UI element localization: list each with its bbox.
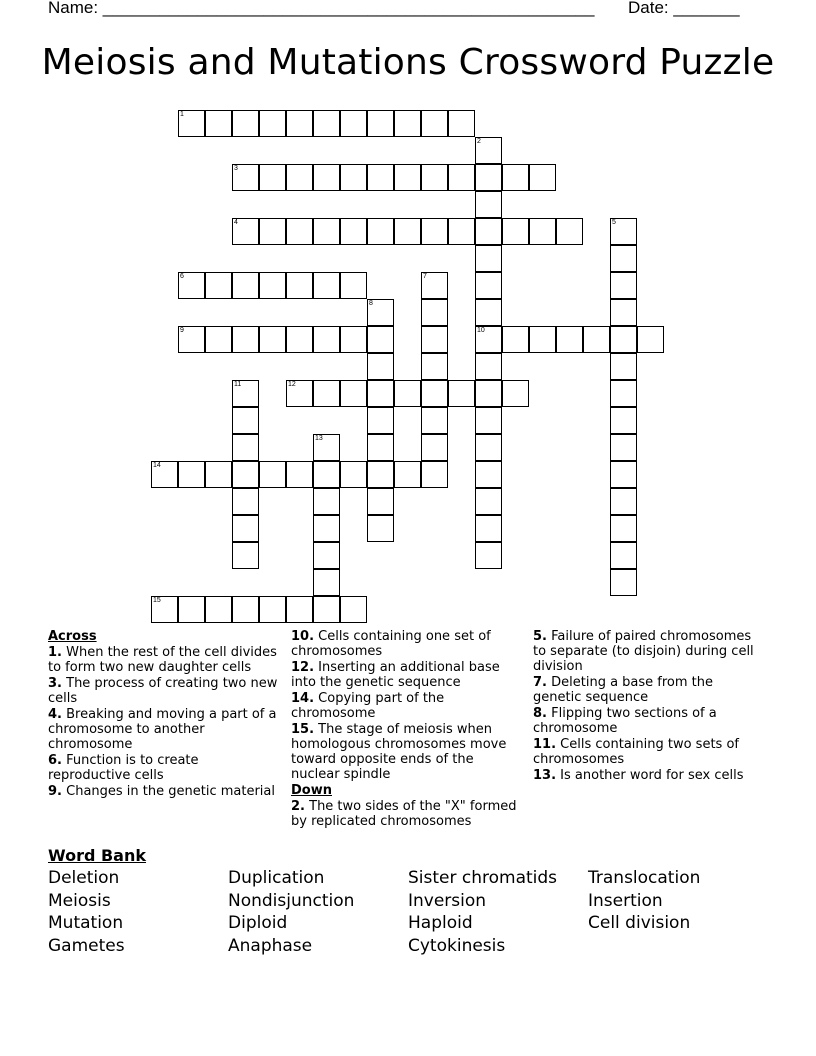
- crossword-cell[interactable]: [610, 569, 637, 596]
- crossword-cell[interactable]: [448, 380, 475, 407]
- crossword-cell[interactable]: [178, 326, 205, 353]
- clues-column-1: [48, 629, 278, 800]
- clue-number: 11: [234, 381, 242, 388]
- crossword-cell[interactable]: [421, 218, 448, 245]
- clue-3-across: 3. The process of creating two new cells: [48, 676, 278, 706]
- crossword-cell[interactable]: [421, 461, 448, 488]
- crossword-cell[interactable]: [232, 164, 259, 191]
- clue-15-across: 15. The stage of meiosis when homologous chromosomes move toward opposite ends of the nuclear spindle: [291, 722, 507, 782]
- clue-5-down: 5. Failure of paired chromosomes to separate (to disjoin) during cell division: [533, 629, 754, 674]
- crossword-cell[interactable]: [421, 407, 448, 434]
- crossword-cell[interactable]: [421, 434, 448, 461]
- crossword-cell[interactable]: [313, 380, 340, 407]
- crossword-cell[interactable]: [340, 110, 367, 137]
- crossword-cell[interactable]: [610, 218, 637, 245]
- crossword-cell[interactable]: [502, 218, 529, 245]
- crossword-cell[interactable]: [313, 434, 340, 461]
- crossword-cell[interactable]: [205, 110, 232, 137]
- crossword-cell[interactable]: [610, 515, 637, 542]
- crossword-cell[interactable]: [367, 461, 394, 488]
- crossword-cell[interactable]: [205, 326, 232, 353]
- crossword-cell[interactable]: [394, 218, 421, 245]
- crossword-cell[interactable]: [502, 164, 529, 191]
- crossword-cell[interactable]: [421, 326, 448, 353]
- word-bank-item: Diploid: [228, 913, 288, 933]
- crossword-cell[interactable]: [556, 326, 583, 353]
- crossword-cell[interactable]: [610, 461, 637, 488]
- crossword-cell[interactable]: [286, 380, 313, 407]
- crossword-cell[interactable]: [475, 299, 502, 326]
- crossword-cell[interactable]: [205, 461, 232, 488]
- crossword-cell[interactable]: [259, 326, 286, 353]
- crossword-cell[interactable]: [232, 407, 259, 434]
- crossword-cell[interactable]: [610, 299, 637, 326]
- clue-number: 5: [612, 219, 616, 226]
- crossword-cell[interactable]: [178, 110, 205, 137]
- crossword-cell[interactable]: [475, 434, 502, 461]
- crossword-cell[interactable]: [394, 110, 421, 137]
- crossword-cell[interactable]: [232, 272, 259, 299]
- crossword-cell[interactable]: [367, 164, 394, 191]
- crossword-cell[interactable]: [313, 218, 340, 245]
- crossword-cell[interactable]: [205, 596, 232, 623]
- crossword-cell[interactable]: [340, 164, 367, 191]
- crossword-cell[interactable]: [367, 488, 394, 515]
- word-bank-item: Insertion: [588, 891, 663, 911]
- crossword-cell[interactable]: [367, 353, 394, 380]
- crossword-cell[interactable]: [421, 353, 448, 380]
- clue-12-across: 12. Inserting an additional base into the genetic sequence: [291, 660, 500, 690]
- crossword-cell[interactable]: [340, 218, 367, 245]
- crossword-cell[interactable]: [394, 164, 421, 191]
- crossword-cell[interactable]: [610, 353, 637, 380]
- crossword-cell[interactable]: [286, 110, 313, 137]
- word-bank-item: Gametes: [48, 936, 125, 956]
- crossword-cell[interactable]: [232, 110, 259, 137]
- crossword-cell[interactable]: [475, 137, 502, 164]
- crossword-cell[interactable]: [367, 515, 394, 542]
- crossword-cell[interactable]: [583, 326, 610, 353]
- crossword-cell[interactable]: [448, 110, 475, 137]
- crossword-cell[interactable]: [178, 272, 205, 299]
- crossword-cell[interactable]: [232, 218, 259, 245]
- crossword-cell[interactable]: [205, 272, 232, 299]
- word-bank-item: Translocation: [588, 868, 701, 888]
- crossword-cell[interactable]: [367, 380, 394, 407]
- clue-number: 8: [369, 300, 373, 307]
- crossword-cell[interactable]: [475, 488, 502, 515]
- word-bank-item: Cytokinesis: [408, 936, 506, 956]
- crossword-cell[interactable]: [502, 380, 529, 407]
- crossword-cell[interactable]: [259, 272, 286, 299]
- clue-number: 14: [153, 462, 161, 469]
- crossword-cell[interactable]: [232, 488, 259, 515]
- crossword-cell[interactable]: [259, 110, 286, 137]
- crossword-cell[interactable]: [475, 218, 502, 245]
- crossword-cell[interactable]: [232, 326, 259, 353]
- crossword-cell[interactable]: [475, 272, 502, 299]
- clue-6-across: 6. Function is to create reproductive cells: [48, 753, 199, 783]
- crossword-cell[interactable]: [232, 596, 259, 623]
- crossword-cell[interactable]: [286, 596, 313, 623]
- crossword-cell[interactable]: [259, 596, 286, 623]
- crossword-cell[interactable]: [313, 488, 340, 515]
- crossword-cell[interactable]: [367, 110, 394, 137]
- crossword-cell[interactable]: [178, 461, 205, 488]
- crossword-cell[interactable]: [313, 110, 340, 137]
- crossword-cell[interactable]: [313, 272, 340, 299]
- crossword-cell[interactable]: [286, 326, 313, 353]
- word-bank-title: Word Bank: [48, 846, 147, 865]
- crossword-cell[interactable]: [475, 353, 502, 380]
- clue-10-across: 10. Cells containing one set of chromosomes: [291, 629, 491, 659]
- crossword-cell[interactable]: [475, 245, 502, 272]
- clue-number: 15: [153, 597, 161, 604]
- clue-number: 4: [234, 219, 238, 226]
- crossword-cell[interactable]: [475, 407, 502, 434]
- clue-number: 10: [477, 327, 485, 334]
- crossword-cell[interactable]: [475, 515, 502, 542]
- crossword-cell[interactable]: [367, 407, 394, 434]
- crossword-cell[interactable]: [259, 164, 286, 191]
- page-title: Meiosis and Mutations Crossword Puzzle: [41, 42, 775, 83]
- clue-number: 9: [180, 327, 184, 334]
- clue-number: 6: [180, 273, 184, 280]
- crossword-cell[interactable]: [259, 461, 286, 488]
- crossword-cell[interactable]: [637, 326, 664, 353]
- crossword-cell[interactable]: [340, 326, 367, 353]
- crossword-cell[interactable]: [421, 299, 448, 326]
- crossword-cell[interactable]: [475, 191, 502, 218]
- clue-14-across: 14. Copying part of the chromosome: [291, 691, 445, 721]
- clue-4-across: 4. Breaking and moving a part of a chromosome to another chromosome: [48, 707, 277, 752]
- crossword-cell[interactable]: [151, 596, 178, 623]
- crossword-cell[interactable]: [340, 380, 367, 407]
- word-bank-item: Deletion: [48, 868, 120, 888]
- word-bank-item: Meiosis: [48, 891, 111, 911]
- crossword-cell[interactable]: [286, 218, 313, 245]
- crossword-cell[interactable]: [448, 164, 475, 191]
- clue-8-down: 8. Flipping two sections of a chromosome: [533, 706, 717, 736]
- clue-number: 12: [288, 381, 296, 388]
- crossword-cell[interactable]: [367, 218, 394, 245]
- crossword-cell[interactable]: [178, 596, 205, 623]
- crossword-cell[interactable]: [313, 542, 340, 569]
- clue-number: 13: [315, 435, 323, 442]
- clue-9-across: 9. Changes in the genetic material: [48, 784, 275, 799]
- crossword-cell[interactable]: [502, 326, 529, 353]
- crossword-cell[interactable]: [529, 164, 556, 191]
- crossword-cell[interactable]: [313, 515, 340, 542]
- down-heading: Down: [291, 783, 332, 798]
- crossword-cell[interactable]: [286, 461, 313, 488]
- clue-number: 1: [180, 111, 184, 118]
- crossword-cell[interactable]: [232, 515, 259, 542]
- crossword-cell[interactable]: [610, 407, 637, 434]
- crossword-cell[interactable]: [232, 434, 259, 461]
- clue-7-down: 7. Deleting a base from the genetic sequence: [533, 675, 714, 705]
- crossword-cell[interactable]: [475, 461, 502, 488]
- word-bank-item: Sister chromatids: [408, 868, 558, 888]
- crossword-cell[interactable]: [448, 218, 475, 245]
- crossword-cell[interactable]: [610, 380, 637, 407]
- crossword-cell[interactable]: [610, 245, 637, 272]
- word-bank-item: Nondisjunction: [228, 891, 355, 911]
- word-bank-item: Haploid: [408, 913, 473, 933]
- word-bank-item: Duplication: [228, 868, 325, 888]
- crossword-cell[interactable]: [367, 434, 394, 461]
- crossword-cell[interactable]: [394, 380, 421, 407]
- crossword-cell[interactable]: [313, 596, 340, 623]
- crossword-cell[interactable]: [610, 488, 637, 515]
- crossword-cell[interactable]: [421, 164, 448, 191]
- crossword-cell[interactable]: [313, 326, 340, 353]
- crossword-cell[interactable]: [610, 326, 637, 353]
- word-bank-item: Mutation: [48, 913, 124, 933]
- clue-number: 7: [423, 273, 427, 280]
- crossword-cell[interactable]: [610, 434, 637, 461]
- date-field: Date: _______: [628, 0, 740, 17]
- crossword-cell[interactable]: [340, 596, 367, 623]
- clues-column-3: [533, 629, 763, 784]
- crossword-cell[interactable]: [232, 461, 259, 488]
- crossword-cell[interactable]: [475, 164, 502, 191]
- clue-2-down: 2. The two sides of the "X" formed by replicated chromosomes: [291, 799, 517, 829]
- crossword-cell[interactable]: [232, 380, 259, 407]
- clues-column-2: [291, 629, 526, 830]
- crossword-cell[interactable]: [340, 272, 367, 299]
- clue-number: 2: [477, 138, 481, 145]
- word-bank-item: Anaphase: [228, 936, 313, 956]
- crossword-cell[interactable]: [556, 218, 583, 245]
- crossword-cell[interactable]: [475, 380, 502, 407]
- name-field: Name: ____________________________________________________: [48, 0, 595, 17]
- crossword-cell[interactable]: [610, 542, 637, 569]
- crossword-cell[interactable]: [313, 461, 340, 488]
- crossword-cell[interactable]: [610, 272, 637, 299]
- across-heading: Across: [48, 629, 97, 644]
- crossword-cell[interactable]: [313, 164, 340, 191]
- crossword-cell[interactable]: [421, 110, 448, 137]
- crossword-cell[interactable]: [286, 272, 313, 299]
- crossword-cell[interactable]: [232, 542, 259, 569]
- crossword-cell[interactable]: [529, 218, 556, 245]
- crossword-cell[interactable]: [529, 326, 556, 353]
- crossword-cell[interactable]: [151, 461, 178, 488]
- crossword-cell[interactable]: [340, 461, 367, 488]
- crossword-cell[interactable]: [475, 326, 502, 353]
- crossword-cell[interactable]: [475, 542, 502, 569]
- crossword-cell[interactable]: [421, 380, 448, 407]
- crossword-cell[interactable]: [421, 272, 448, 299]
- clue-11-down: 11. Cells containing two sets of chromosomes: [533, 737, 739, 767]
- crossword-cell[interactable]: [367, 299, 394, 326]
- crossword-cell[interactable]: [313, 569, 340, 596]
- crossword-cell[interactable]: [286, 164, 313, 191]
- clue-number: 3: [234, 165, 238, 172]
- clue-13-down: 13. Is another word for sex cells: [533, 768, 744, 783]
- word-bank-item: Inversion: [408, 891, 487, 911]
- clue-1-across: 1. When the rest of the cell divides to form two new daughter cells: [48, 645, 277, 675]
- word-bank-item: Cell division: [588, 913, 691, 933]
- crossword-cell[interactable]: [367, 326, 394, 353]
- crossword-cell[interactable]: [259, 218, 286, 245]
- crossword-cell[interactable]: [394, 461, 421, 488]
